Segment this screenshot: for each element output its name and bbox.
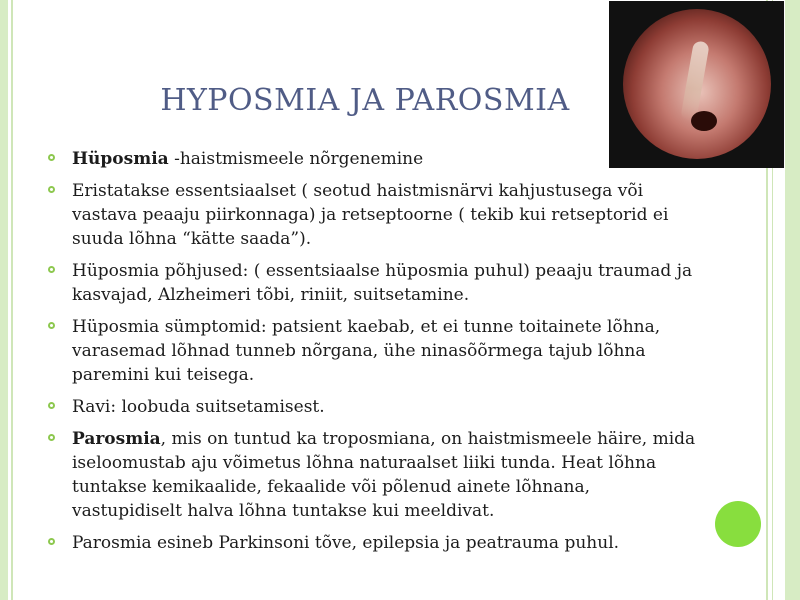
green-circle-decor	[715, 501, 761, 547]
bullet-item	[48, 179, 698, 251]
right-decor-bar	[785, 0, 800, 600]
endoscopic-nasal-photo	[609, 1, 784, 168]
bullet-bold: Parosmia	[72, 429, 161, 449]
bullet-icon	[48, 266, 55, 273]
bullet-icon	[48, 186, 55, 193]
photo-shadow	[691, 111, 717, 131]
bullet-item	[48, 259, 698, 307]
bullet-text: -haistmismeele nõrgenemine	[168, 149, 424, 169]
bullet-text: Eristatakse essentsiaalset ( seotud haistmisnärvi kahjustusega või vastava peaaju piirkonnaga) ja retseptoorne ( tekib kui retseptorid ei suuda lõhna “kätte saada”).	[72, 181, 669, 249]
bullet-item	[48, 427, 698, 523]
bullet-text: Hüposmia põhjused: ( essentsiaalse hüposmia puhul) peaaju traumad ja kasvajad, Alzheimeri tõbi, riniit, suitsetamine.	[72, 261, 693, 305]
bullet-text: Ravi: loobuda suitsetamisest.	[72, 397, 325, 417]
bullet-icon	[48, 154, 55, 161]
bullet-bold: Hüposmia	[72, 149, 169, 169]
bullet-item	[48, 147, 698, 171]
bullet-text: , mis on tuntud ka troposmiana, on haistmismeele häire, mida iseloomustab aju võimetus lõhna naturaalset liiki tunda. Heat lõhna tuntakse kemikaalide, fekaalide või põlenud ainete lõhnana, vastupidiselt halva lõhna tuntakse kui meeldivat.	[72, 429, 696, 521]
bullet-icon	[48, 322, 55, 329]
bullet-list	[48, 147, 698, 563]
bullet-item	[48, 395, 698, 419]
bullet-icon	[48, 538, 55, 545]
bullet-item	[48, 315, 698, 387]
bullet-icon	[48, 434, 55, 441]
bullet-text: Parosmia esineb Parkinsoni tõve, epilepsia ja peatrauma puhul.	[72, 533, 620, 553]
bullet-item	[48, 531, 698, 555]
bullet-text: Hüposmia sümptomid: patsient kaebab, et ei tunne toitainete lõhna, varasemad lõhnad tunneb nõrgana, ühe ninasõõrmega tajub lõhna paremini kui teisega.	[72, 317, 661, 385]
left-decor-bar	[0, 0, 8, 600]
bullet-icon	[48, 402, 55, 409]
left-decor-line	[11, 0, 13, 600]
slide-title: HYPOSMIA JA PAROSMIA	[160, 83, 570, 118]
